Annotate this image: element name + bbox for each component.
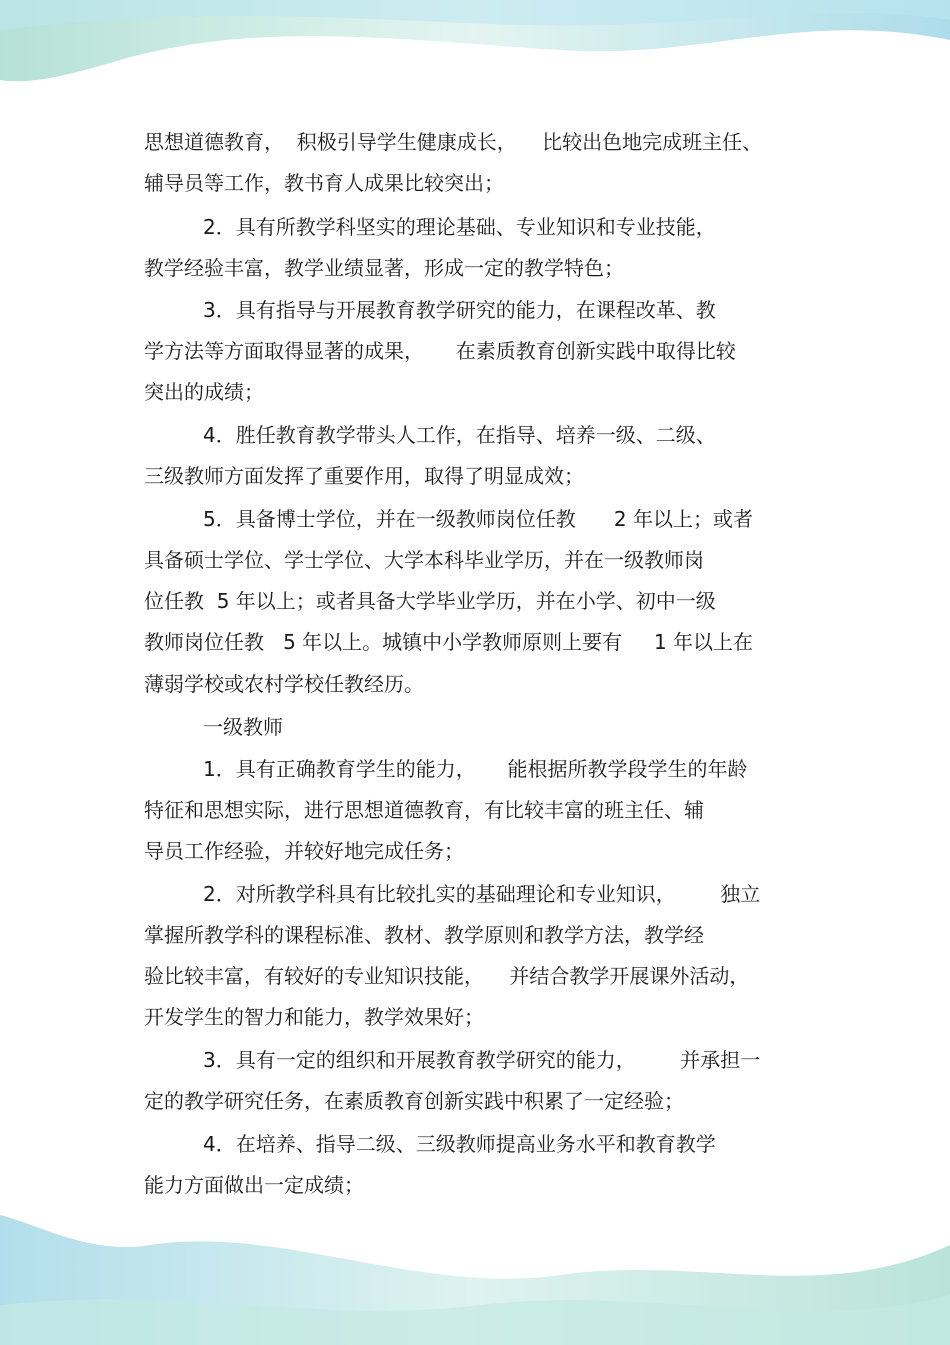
text-line: 5．具备博士学位，并在一级教师岗位任教 2 年以上；或者 <box>203 507 753 531</box>
text-line: 教师岗位任教 5 年以上。城镇中小学教师原则上要有 1 年以上在 <box>144 630 754 654</box>
text-line: 验比较丰富，有较好的专业知识技能， 并结合教学开展课外活动， <box>144 964 750 988</box>
text-line: 3．具有一定的组织和开展教育教学研究的能力， 并承担一 <box>203 1048 761 1072</box>
text-line: 辅导员等工作，教书育人成果比较突出； <box>144 171 504 195</box>
text-line: 2．具有所教学科坚实的理论基础、专业知识和专业技能， <box>203 215 716 239</box>
text-line: 1．具有正确教育学生的能力， 能根据所教学段学生的年龄 <box>203 757 748 781</box>
text-line: 定的教学研究任务，在素质教育创新实践中积累了一定经验； <box>144 1089 684 1113</box>
text-line: 薄弱学校或农村学校任教经历。 <box>144 672 424 696</box>
text-line: 能力方面做出一定成绩； <box>144 1173 364 1197</box>
text-line: 三级教师方面发挥了重要作用，取得了明显成效； <box>144 464 584 488</box>
text-line: 3．具有指导与开展教育教学研究的能力，在课程改革、教 <box>203 298 716 322</box>
text-line: 2．对所教学科具有比较扎实的基础理论和专业知识， 独立 <box>203 882 761 906</box>
text-line: 学方法等方面取得显著的成果， 在素质教育创新实践中取得比较 <box>144 339 736 363</box>
section-heading: 一级教师 <box>203 715 283 739</box>
text-line: 突出的成绩； <box>144 380 264 404</box>
text-line: 位任教 5 年以上；或者具备大学毕业学历，并在小学、初中一级 <box>144 589 716 613</box>
text-line: 特征和思想实际，进行思想道德教育，有比较丰富的班主任、辅 <box>144 798 704 822</box>
text-line: 导员工作经验，并较好地完成任务； <box>144 839 464 863</box>
text-line: 4．在培养、指导二级、三级教师提高业务水平和教育教学 <box>203 1132 716 1156</box>
text-line: 具备硕士学位、学士学位、大学本科毕业学历，并在一级教师岗 <box>144 548 704 572</box>
text-line: 掌握所教学科的课程标准、教材、教学原则和教学方法，教学经 <box>144 923 704 947</box>
text-line: 4．胜任教育教学带头人工作，在指导、培养一级、二级、 <box>203 423 716 447</box>
text-line: 思想道德教育， 积极引导学生健康成长， 比较出色地完成班主任、 <box>144 130 763 154</box>
text-line: 开发学生的智力和能力，教学效果好； <box>144 1005 484 1029</box>
text-line: 教学经验丰富，教学业绩显著，形成一定的教学特色； <box>144 256 624 280</box>
